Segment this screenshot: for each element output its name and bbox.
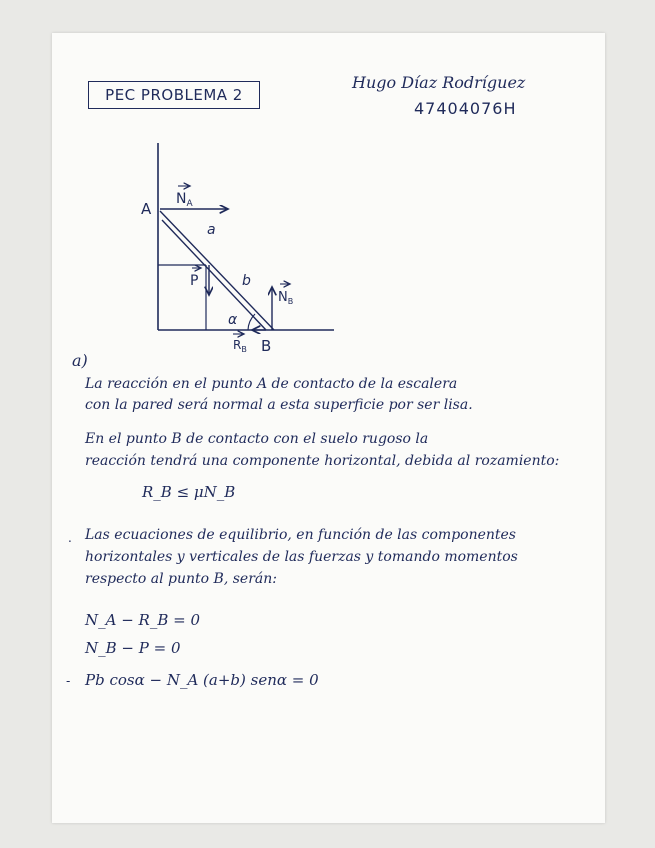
text-line-6: horizontales y verticales de las fuerzas y tomando momentos (85, 549, 518, 565)
text-line-1: La reacción en el punto A de contacto de la escalera (85, 376, 458, 392)
equation-2: N_B − P = 0 (85, 639, 181, 657)
author-name: Hugo Díaz Rodríguez (352, 73, 526, 92)
notebook-page: PEC PROBLEMA 2 Hugo Díaz Rodríguez 47404076H A B $N_A$ $N_B$ $R_B$ P a b α a) La reacción en el punto A de contacto de la escalera con la pared será normal a esta superficie por ser lisa. En el punto B de contacto con el suelo rugoso la reacción tendrá una componente horizontal, debida al rozamiento: R_B ≤ μN_B . Las ecuaciones de equilibrio, en función de las componentes horizontales y verticales de las fuerzas y tomando momentos respecto al punto B, serán: N_A − R_B = 0 N_B − P = 0 - Pb cosα − N_A (a+b) senα = 0 (52, 33, 605, 823)
part-label: a) (72, 351, 88, 370)
label-segment-a: a (207, 222, 216, 238)
label-nb: $N_B$ (278, 290, 294, 306)
title-box: PEC PROBLEMA 2 (88, 81, 260, 109)
equation-3: Pb cosα − N_A (a+b) senα = 0 (85, 671, 319, 689)
text-line-7: respecto al punto B, serán: (85, 571, 277, 587)
text-line-4: reacción tendrá una componente horizontal, debida al rozamiento: (85, 453, 560, 469)
label-weight: P (190, 273, 199, 289)
label-rb: $R_B$ (233, 338, 247, 354)
friction-inequality: R_B ≤ μN_B (142, 483, 236, 501)
text-line-2: con la pared será normal a esta superficie por ser lisa. (85, 397, 473, 413)
equation-1: N_A − R_B = 0 (85, 611, 201, 629)
label-point-b: B (261, 337, 272, 355)
label-angle: α (228, 312, 238, 328)
text-line-5: Las ecuaciones de equilibrio, en función de las componentes (85, 527, 516, 543)
label-na: $N_A$ (176, 191, 193, 209)
student-id: 47404076H (414, 99, 517, 118)
ladder-diagram (52, 33, 605, 363)
label-segment-b: b (242, 273, 251, 289)
ladder-edge-top (160, 211, 274, 330)
text-line-3: En el punto B de contacto con el suelo rugoso la (85, 431, 429, 447)
label-point-a: A (141, 200, 152, 218)
